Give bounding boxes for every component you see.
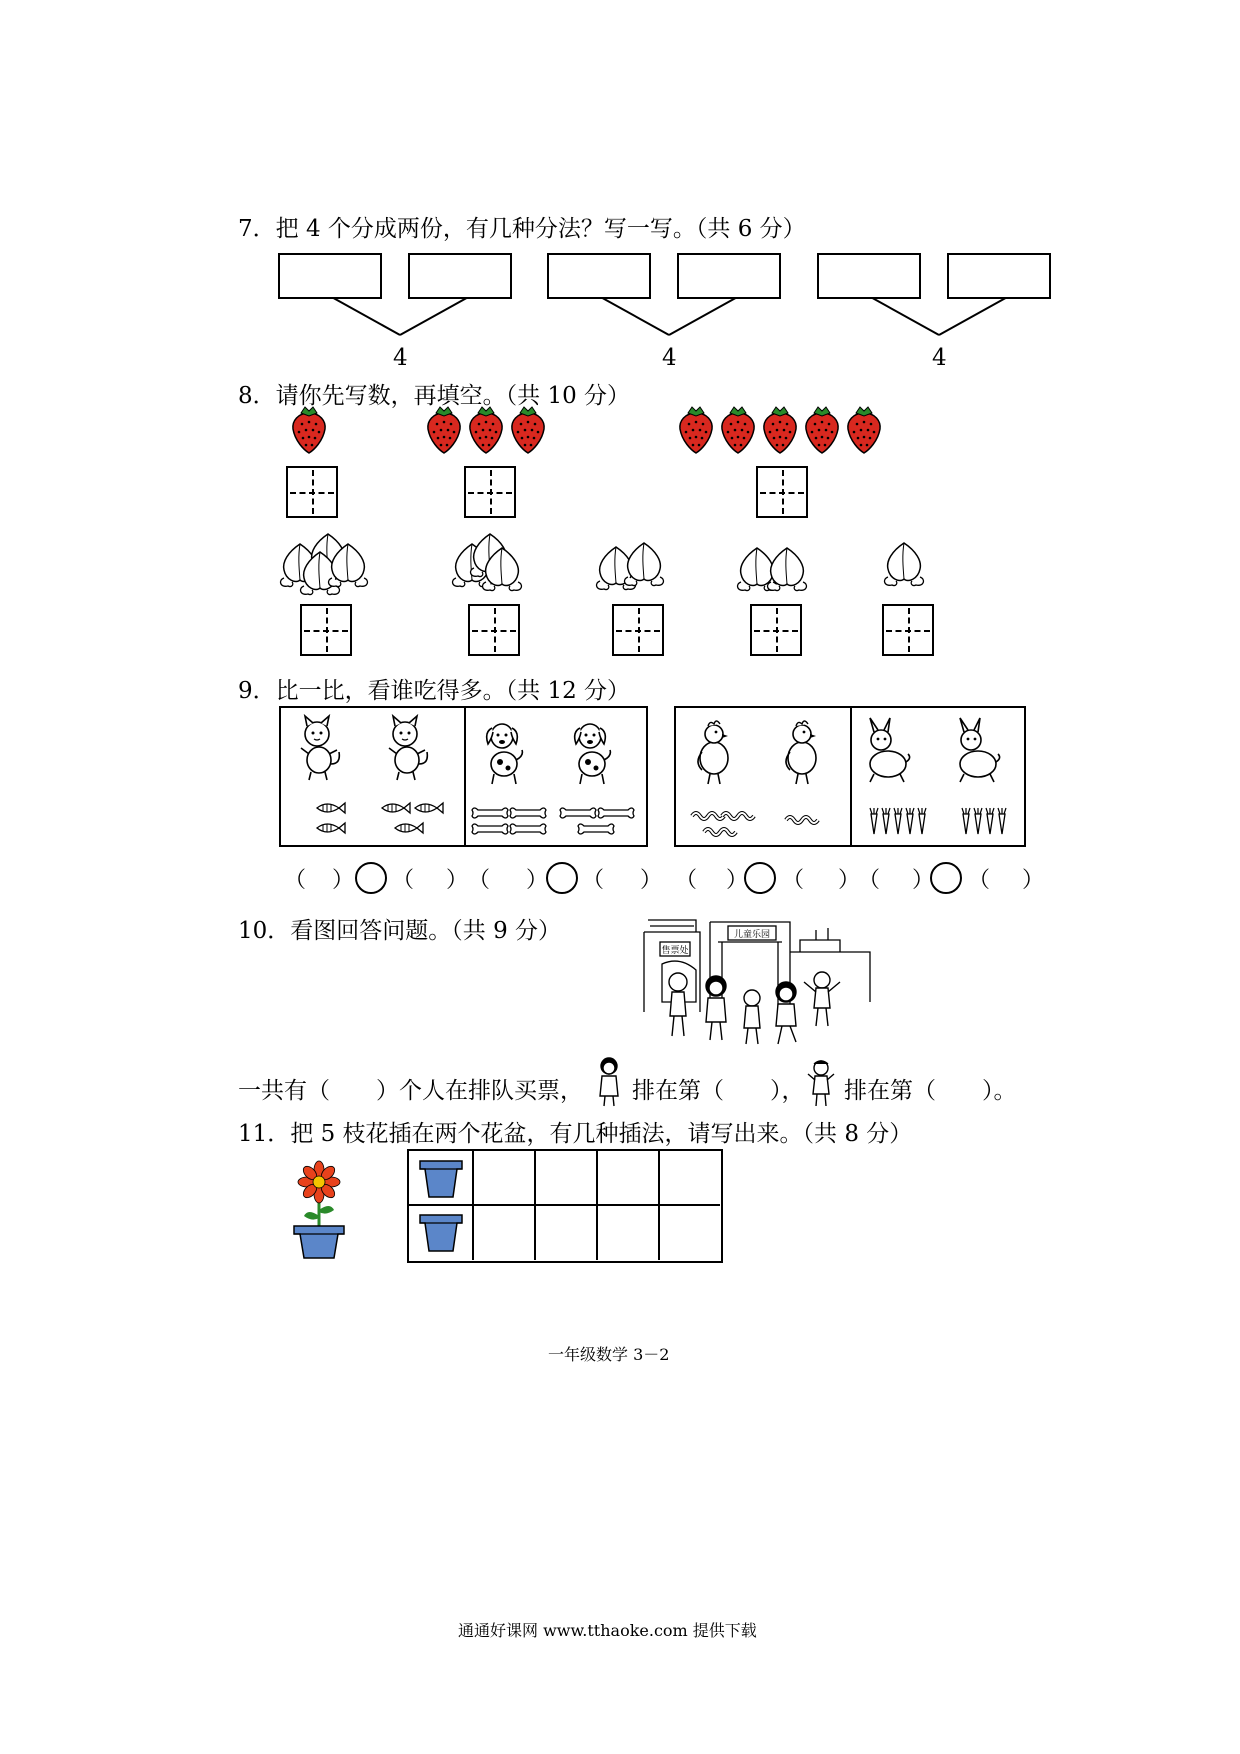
q7-whole-label-3: 4	[932, 345, 947, 371]
peach-group-3	[450, 530, 530, 600]
grid-cell[interactable]	[537, 1151, 595, 1203]
paren-open: （	[284, 868, 307, 893]
question-7-text: 7．把 4 个分成两份，有几种分法？写一写。（共 6 分）	[238, 216, 806, 242]
paren-close: ）	[446, 868, 469, 893]
paren-close: ）	[912, 868, 935, 893]
q9-scene-dogs	[470, 712, 646, 842]
write-box-strawberry-3[interactable]	[464, 466, 516, 518]
peach-group-2a	[594, 535, 674, 600]
q11-answer-grid	[407, 1149, 723, 1263]
q9-scene-rabbits	[856, 712, 1024, 842]
peach-group-1	[882, 535, 932, 595]
question-9-text: 9．比一比，看谁吃得多。（共 12 分）	[238, 678, 631, 704]
paren-open: （	[858, 868, 881, 893]
pot-icon	[418, 1159, 464, 1199]
q10-fill-sentence-part1: 一共有（ ）个人在排队买票，	[238, 1078, 583, 1104]
peach-group-4	[278, 530, 378, 600]
pot-icon	[418, 1213, 464, 1253]
grid-cell[interactable]	[475, 1207, 533, 1259]
flower-pot-icon	[290, 1160, 350, 1260]
compare-circle-2[interactable]	[546, 862, 578, 894]
write-box-peach-2a[interactable]	[612, 604, 664, 656]
paren-close: ）	[526, 868, 549, 893]
q9-scene-roosters	[680, 712, 850, 842]
paren-open: （	[675, 868, 698, 893]
question-11-text: 11．把 5 枝花插在两个花盆，有几种插法，请写出来。（共 8 分）	[238, 1121, 913, 1147]
write-box-peach-1[interactable]	[882, 604, 934, 656]
grid-cell[interactable]	[661, 1151, 719, 1203]
write-box-peach-3[interactable]	[468, 604, 520, 656]
peach-group-2b	[735, 540, 815, 600]
paren-open: （	[968, 868, 991, 893]
page-number-label: 一年级数学 3－2	[548, 1345, 670, 1364]
paren-open: （	[782, 868, 805, 893]
question-10-text: 10．看图回答问题。（共 9 分）	[238, 918, 562, 944]
paren-open: （	[392, 868, 415, 893]
write-box-peach-4[interactable]	[300, 604, 352, 656]
q7-whole-label-1: 4	[393, 345, 408, 371]
strawberry-group-5	[677, 405, 887, 457]
question-8-text: 8．请你先写数，再填空。（共 10 分）	[238, 383, 631, 409]
sign-kids-park: 儿童乐园	[733, 930, 771, 940]
q7-part-box-1a[interactable]	[278, 253, 382, 299]
compare-circle-4[interactable]	[930, 862, 962, 894]
paren-close: ）	[838, 868, 861, 893]
paren-open: （	[468, 868, 491, 893]
compare-circle-3[interactable]	[744, 862, 776, 894]
boy-icon	[806, 1058, 836, 1108]
q10-fill-sentence-part3: 排在第（ ）。	[844, 1078, 1017, 1104]
paren-close: ）	[332, 868, 355, 893]
q7-part-box-3b[interactable]	[947, 253, 1051, 299]
q10-fill-sentence-part2: 排在第（ ），	[632, 1078, 805, 1104]
girl-icon	[594, 1056, 624, 1108]
sign-ticket-office: 售票处	[661, 946, 689, 956]
grid-cell[interactable]	[599, 1207, 657, 1259]
write-box-strawberry-5[interactable]	[756, 466, 808, 518]
q7-whole-label-2: 4	[662, 345, 677, 371]
paren-open: （	[582, 868, 605, 893]
q7-part-box-3a[interactable]	[817, 253, 921, 299]
paren-close: ）	[726, 868, 749, 893]
compare-circle-1[interactable]	[355, 862, 387, 894]
q7-part-box-2a[interactable]	[547, 253, 651, 299]
paren-close: ）	[640, 868, 663, 893]
q7-part-box-1b[interactable]	[408, 253, 512, 299]
q7-part-box-2b[interactable]	[677, 253, 781, 299]
grid-cell[interactable]	[537, 1207, 595, 1259]
source-credit: 通通好课网 www.tthaoke.com 提供下载	[458, 1621, 757, 1640]
q9-scene-cats	[285, 712, 461, 842]
strawberry-group-3	[425, 405, 551, 457]
grid-cell[interactable]	[475, 1151, 533, 1203]
grid-cell[interactable]	[661, 1207, 719, 1259]
write-box-strawberry-1[interactable]	[286, 466, 338, 518]
ticket-line-illustration	[640, 912, 880, 1052]
strawberry-group-1	[290, 405, 330, 457]
write-box-peach-2b[interactable]	[750, 604, 802, 656]
paren-close: ）	[1022, 868, 1045, 893]
grid-cell[interactable]	[599, 1151, 657, 1203]
